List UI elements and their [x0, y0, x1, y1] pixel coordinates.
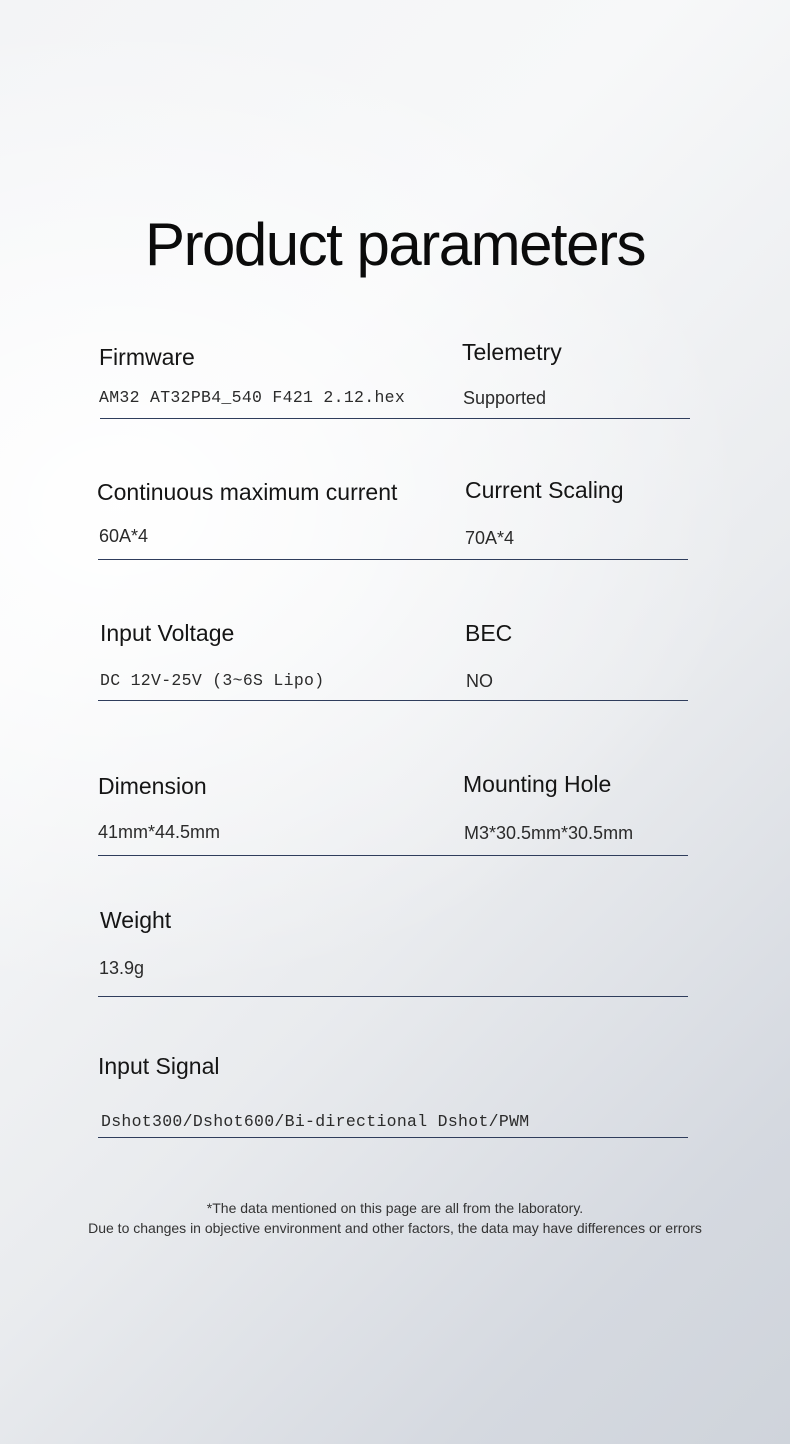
input-voltage-value: DC 12V-25V (3~6S Lipo) — [100, 671, 325, 690]
firmware-label: Firmware — [99, 344, 195, 370]
continuous-current-label: Continuous maximum current — [97, 479, 398, 505]
input-signal-value: Dshot300/Dshot600/Bi-directional Dshot/PWM — [101, 1112, 530, 1131]
dimension-label: Dimension — [98, 773, 207, 799]
input-voltage-label: Input Voltage — [100, 620, 235, 646]
divider-row-1 — [100, 418, 690, 419]
weight-value: 13.9g — [99, 958, 145, 978]
telemetry-value: Supported — [463, 388, 547, 408]
mounting-hole-value: M3*30.5mm*30.5mm — [464, 823, 634, 843]
footnote-line-2: Due to changes in objective environment and other factors, the data may have differences or errors — [88, 1220, 702, 1236]
divider-row-5 — [98, 996, 688, 997]
current-scaling-label: Current Scaling — [465, 477, 624, 503]
footnote-line-1: *The data mentioned on this page are all from the laboratory. — [206, 1200, 584, 1216]
firmware-value: AM32 AT32PB4_540 F421 2.12.hex — [99, 388, 406, 407]
page-title: Product parameters — [145, 211, 645, 279]
divider-row-6 — [98, 1137, 688, 1138]
bec-value: NO — [466, 671, 493, 691]
continuous-current-value: 60A*4 — [99, 526, 149, 546]
mounting-hole-label: Mounting Hole — [463, 771, 612, 797]
dimension-value: 41mm*44.5mm — [98, 822, 221, 842]
divider-row-4 — [98, 855, 688, 856]
weight-label: Weight — [100, 907, 172, 933]
divider-row-2 — [98, 559, 688, 560]
telemetry-label: Telemetry — [462, 339, 562, 365]
bec-label: BEC — [465, 620, 513, 646]
input-signal-label: Input Signal — [98, 1053, 220, 1079]
current-scaling-value: 70A*4 — [465, 528, 515, 548]
divider-row-3 — [98, 700, 688, 701]
